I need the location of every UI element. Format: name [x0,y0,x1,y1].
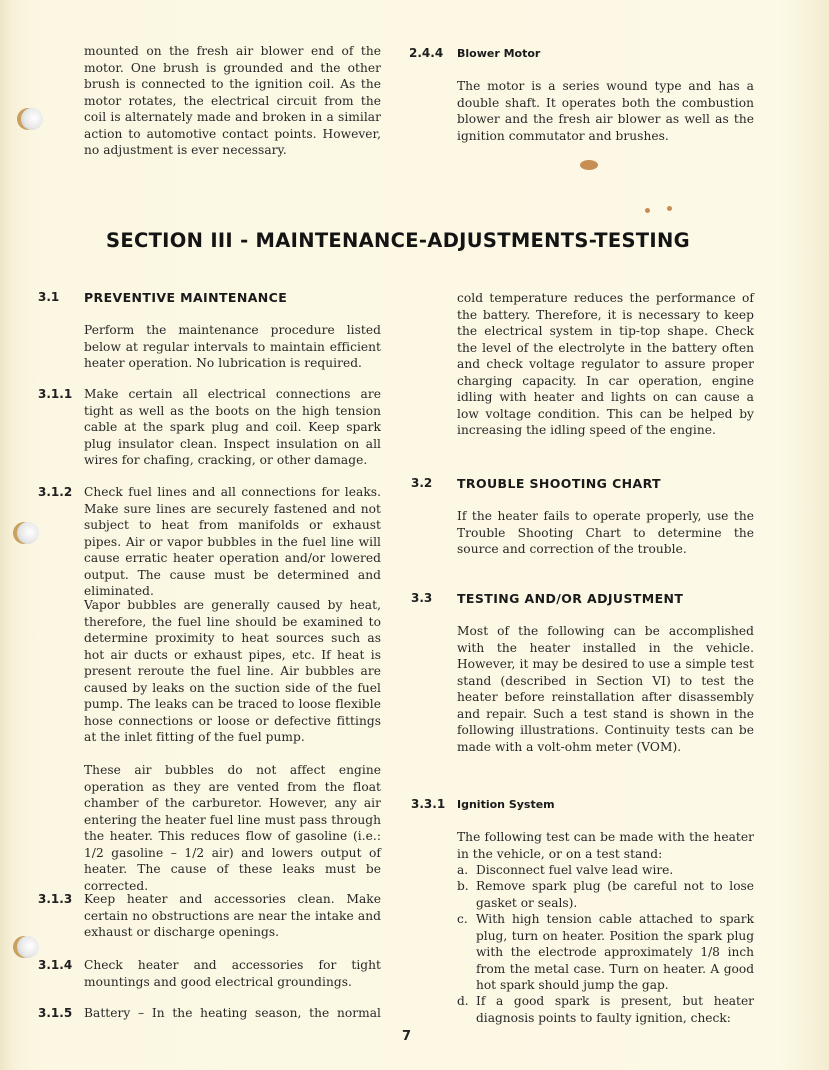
section-paragraph: These air bubbles do not affect engine operation as they are vented from the float chamber of the carburetor. However, any air entering the heater fuel line must pass through the heater. This reduces flow of gasoline (i.e.: 1/2 gasoline – 1/2 air) and lowers output of heater. The cause of these leaks must be corrected. [84,763,381,893]
section-paragraph: Perform the maintenance procedure listed below at regular intervals to maintain efficient heater operation. No lubrication is required. [84,323,381,370]
section-paragraph: Check fuel lines and all connections for leaks. Make sure lines are securely fastened and not subject to heat from manifolds or exhaust pipes. Air or vapor bubbles in the fuel line will cause erratic heater operation and/or lowered output. The cause must be determined and eliminated. [84,485,381,598]
section-number: 3.3.1 [411,797,446,811]
section-number: 3.1.4 [38,958,73,972]
binder-hole-icon [17,936,39,958]
list-marker: b. [457,879,469,893]
page-title: SECTION III - MAINTENANCE-ADJUSTMENTS-TESTING [106,229,690,252]
list-marker: d. [457,994,469,1008]
stain-mark [645,208,650,213]
list-item-text: Remove spark plug (be careful not to lose gasket or seals). [476,879,754,910]
section-number: 3.1.5 [38,1006,73,1020]
section-paragraph: Vapor bubbles are generally caused by heat, therefore, the fuel line should be examined to determine proximity to heat sources such as hot air ducts or exhaust pipes, etc. If heat is present reroute the fuel line. Air bubbles are caused by leaks on the suction side of the fuel pump. The leaks can be traced to loose flexible hose connections or loose or defective fittings at the inlet fitting of the fuel pump. [84,598,381,744]
list-item-text: With high tension cable attached to spark plug, turn on heater. Position the spark plug with the electrode approximately 1/8 inch from the metal case. Turn on heater. A good hot spark should jump the gap. [476,912,754,992]
section-paragraph: Check heater and accessories for tight mountings and good electrical groundings. [84,958,381,989]
section-number: 3.2 [411,476,433,490]
continued-paragraph: cold temperature reduces the performance of the battery. Therefore, it is necessary to keep the electrical system in tip-top shape. Check the level of the electrolyte in the battery often and check voltage regulator to assure proper charging capacity. In car operation, engine idling with heater and lights on can cause a low voltage condition. This can be helped by increasing the idling speed of the engine. [457,291,754,437]
continued-paragraph: mounted on the fresh air blower end of the motor. One brush is grounded and the other brush is connected to the ignition coil. As the motor rotates, the electrical circuit from the coil is alternately made and broken in a similar action to automotive contact points. However, no adjustment is ever necessary. [84,44,381,157]
list-item-text: Disconnect fuel valve lead wire. [476,863,674,877]
list-item [457,993,754,1026]
section-number: 3.3 [411,591,433,605]
section-number: 3.1.2 [38,485,73,499]
list-item [457,911,754,994]
section-heading: PREVENTIVE MAINTENANCE [84,290,288,305]
list-marker: a. [457,863,469,877]
section-paragraph: Battery – In the heating season, the normal [84,1006,381,1020]
list-item-text: If a good spark is present, but heater diagnosis points to faulty ignition, check: [476,994,754,1025]
section-paragraph: Make certain all electrical connections are tight as well as the boots on the high tension cable at the spark plug and coil. Keep spark plug insulator clean. Inspect insulation on all wires for chafing, cracking, or other damage. [84,387,381,467]
stain-mark [667,206,672,211]
section-heading: Blower Motor [457,47,541,60]
section-paragraph: If the heater fails to operate properly, use the Trouble Shooting Chart to determine the source and correction of the trouble. [457,509,754,556]
stain-mark [580,160,598,170]
section-number: 3.1 [38,290,60,304]
section-paragraph: Keep heater and accessories clean. Make certain no obstructions are near the intake and exhaust or discharge openings. [84,892,381,939]
section-paragraph: The motor is a series wound type and has a double shaft. It operates both the combustion blower and the fresh air blower as well as the ignition commutator and brushes. [457,79,754,143]
list-item [457,862,754,879]
binder-hole-icon [17,522,39,544]
section-number: 2.4.4 [409,46,444,60]
section-heading: TROUBLE SHOOTING CHART [457,476,661,491]
binder-hole-icon [21,108,43,130]
page-number: 7 [402,1029,412,1044]
section-heading: TESTING AND/OR ADJUSTMENT [457,591,684,606]
section-number: 3.1.1 [38,387,73,401]
section-paragraph: Most of the following can be accomplished with the heater installed in the vehicle. However, it may be desired to use a simple test stand (described in Section VI) to test the heater before reinstallation after disassembly and repair. Such a test stand is shown in the following illustrations. Continuity tests can be made with a volt-ohm meter (VOM). [457,624,754,754]
list-marker: c. [457,912,468,926]
section-paragraph: The following test can be made with the heater in the vehicle, or on a test stand: [457,830,754,861]
list-item [457,878,754,911]
section-heading: Ignition System [457,798,555,811]
section-number: 3.1.3 [38,892,73,906]
